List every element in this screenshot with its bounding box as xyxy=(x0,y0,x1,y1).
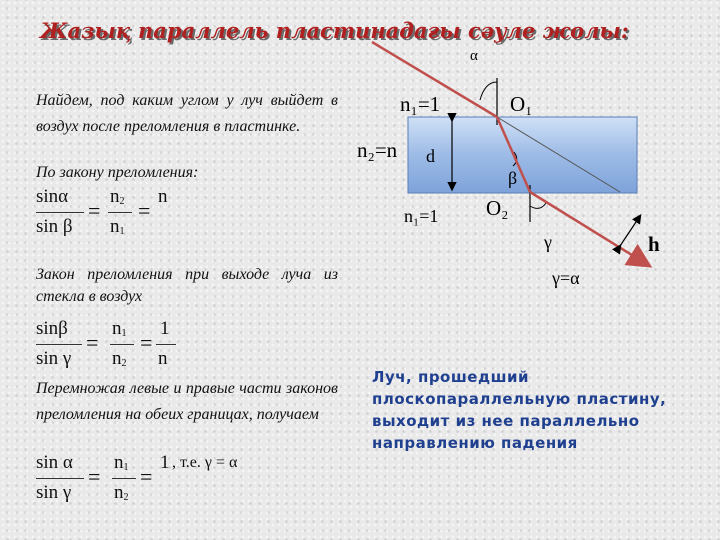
formula3-bottom-left: sin γ xyxy=(36,482,72,503)
formula2-top-left: sinβ xyxy=(36,318,68,339)
formula1-equals-2: = xyxy=(138,198,151,223)
formula1-top-mid: $n_2$ xyxy=(110,186,125,207)
formula1-right: n xyxy=(158,186,168,207)
angle-arc-alpha xyxy=(480,82,497,100)
slide-title: Жазық параллель пластинадағы сәуле жолы: xyxy=(40,18,629,43)
formula1-equals-1: = xyxy=(88,198,101,223)
label-n1-bottom: n₁=1 xyxy=(404,206,439,226)
formula3-top-mid: $n_1$ xyxy=(114,452,129,473)
formula3-conclusion: , т.е. γ = α xyxy=(172,454,238,471)
formula2-equals-1: = xyxy=(86,330,99,355)
label-n1-top: n₁=1 xyxy=(400,92,441,116)
label-d: d xyxy=(426,146,435,166)
label-o2: O₂ xyxy=(486,196,509,220)
formula2-bottom-right: n xyxy=(158,348,168,369)
formula2-equals-2: = xyxy=(140,330,153,355)
angle-arc-gamma xyxy=(530,203,546,208)
label-gamma-equals-alpha: γ=α xyxy=(552,268,580,288)
intro-text: Найдем, под каким углом у луч выйдет в воздух после преломления в пластинке. xyxy=(36,92,338,135)
formula3-equals-2: = xyxy=(140,464,153,489)
label-gamma: γ xyxy=(544,232,552,252)
label-n2: n₂=n xyxy=(357,138,398,162)
conclusion-note: Луч, прошедший плоскопараллельную пластину, выходит из нее параллельно направлению падения xyxy=(372,368,667,452)
formula2-top-mid: $n_1$ xyxy=(112,318,127,339)
multiply-text: Перемножая левые и правые части законов преломления на обеих границах, получаем xyxy=(36,380,338,423)
law-exit-text: Закон преломления при выходе луча из стекла в воздух xyxy=(36,266,338,305)
formula3-bottom-mid: $n_2$ xyxy=(114,482,129,503)
formula1-bottom-left: sin β xyxy=(36,216,73,237)
formula3-equals-1: = xyxy=(88,464,101,489)
label-o1: O₁ xyxy=(510,92,533,116)
emergent-ray xyxy=(530,192,648,265)
label-alpha: α xyxy=(470,48,478,64)
formula3-right: 1 xyxy=(160,452,170,473)
formula1-bottom-mid: $n_1$ xyxy=(110,216,125,237)
label-h: h xyxy=(648,232,660,256)
formula3-top-left: sin α xyxy=(36,452,73,473)
formula2-bottom-mid: $n_2$ xyxy=(112,348,127,369)
offset-arrow xyxy=(620,216,640,246)
formula1-top-left: sinα xyxy=(36,186,69,207)
formula2-top-right: 1 xyxy=(160,318,170,339)
law-intro-text: По закону преломления: xyxy=(36,164,199,181)
formula2-bottom-left: sin γ xyxy=(36,348,72,369)
label-beta: β xyxy=(508,168,518,188)
